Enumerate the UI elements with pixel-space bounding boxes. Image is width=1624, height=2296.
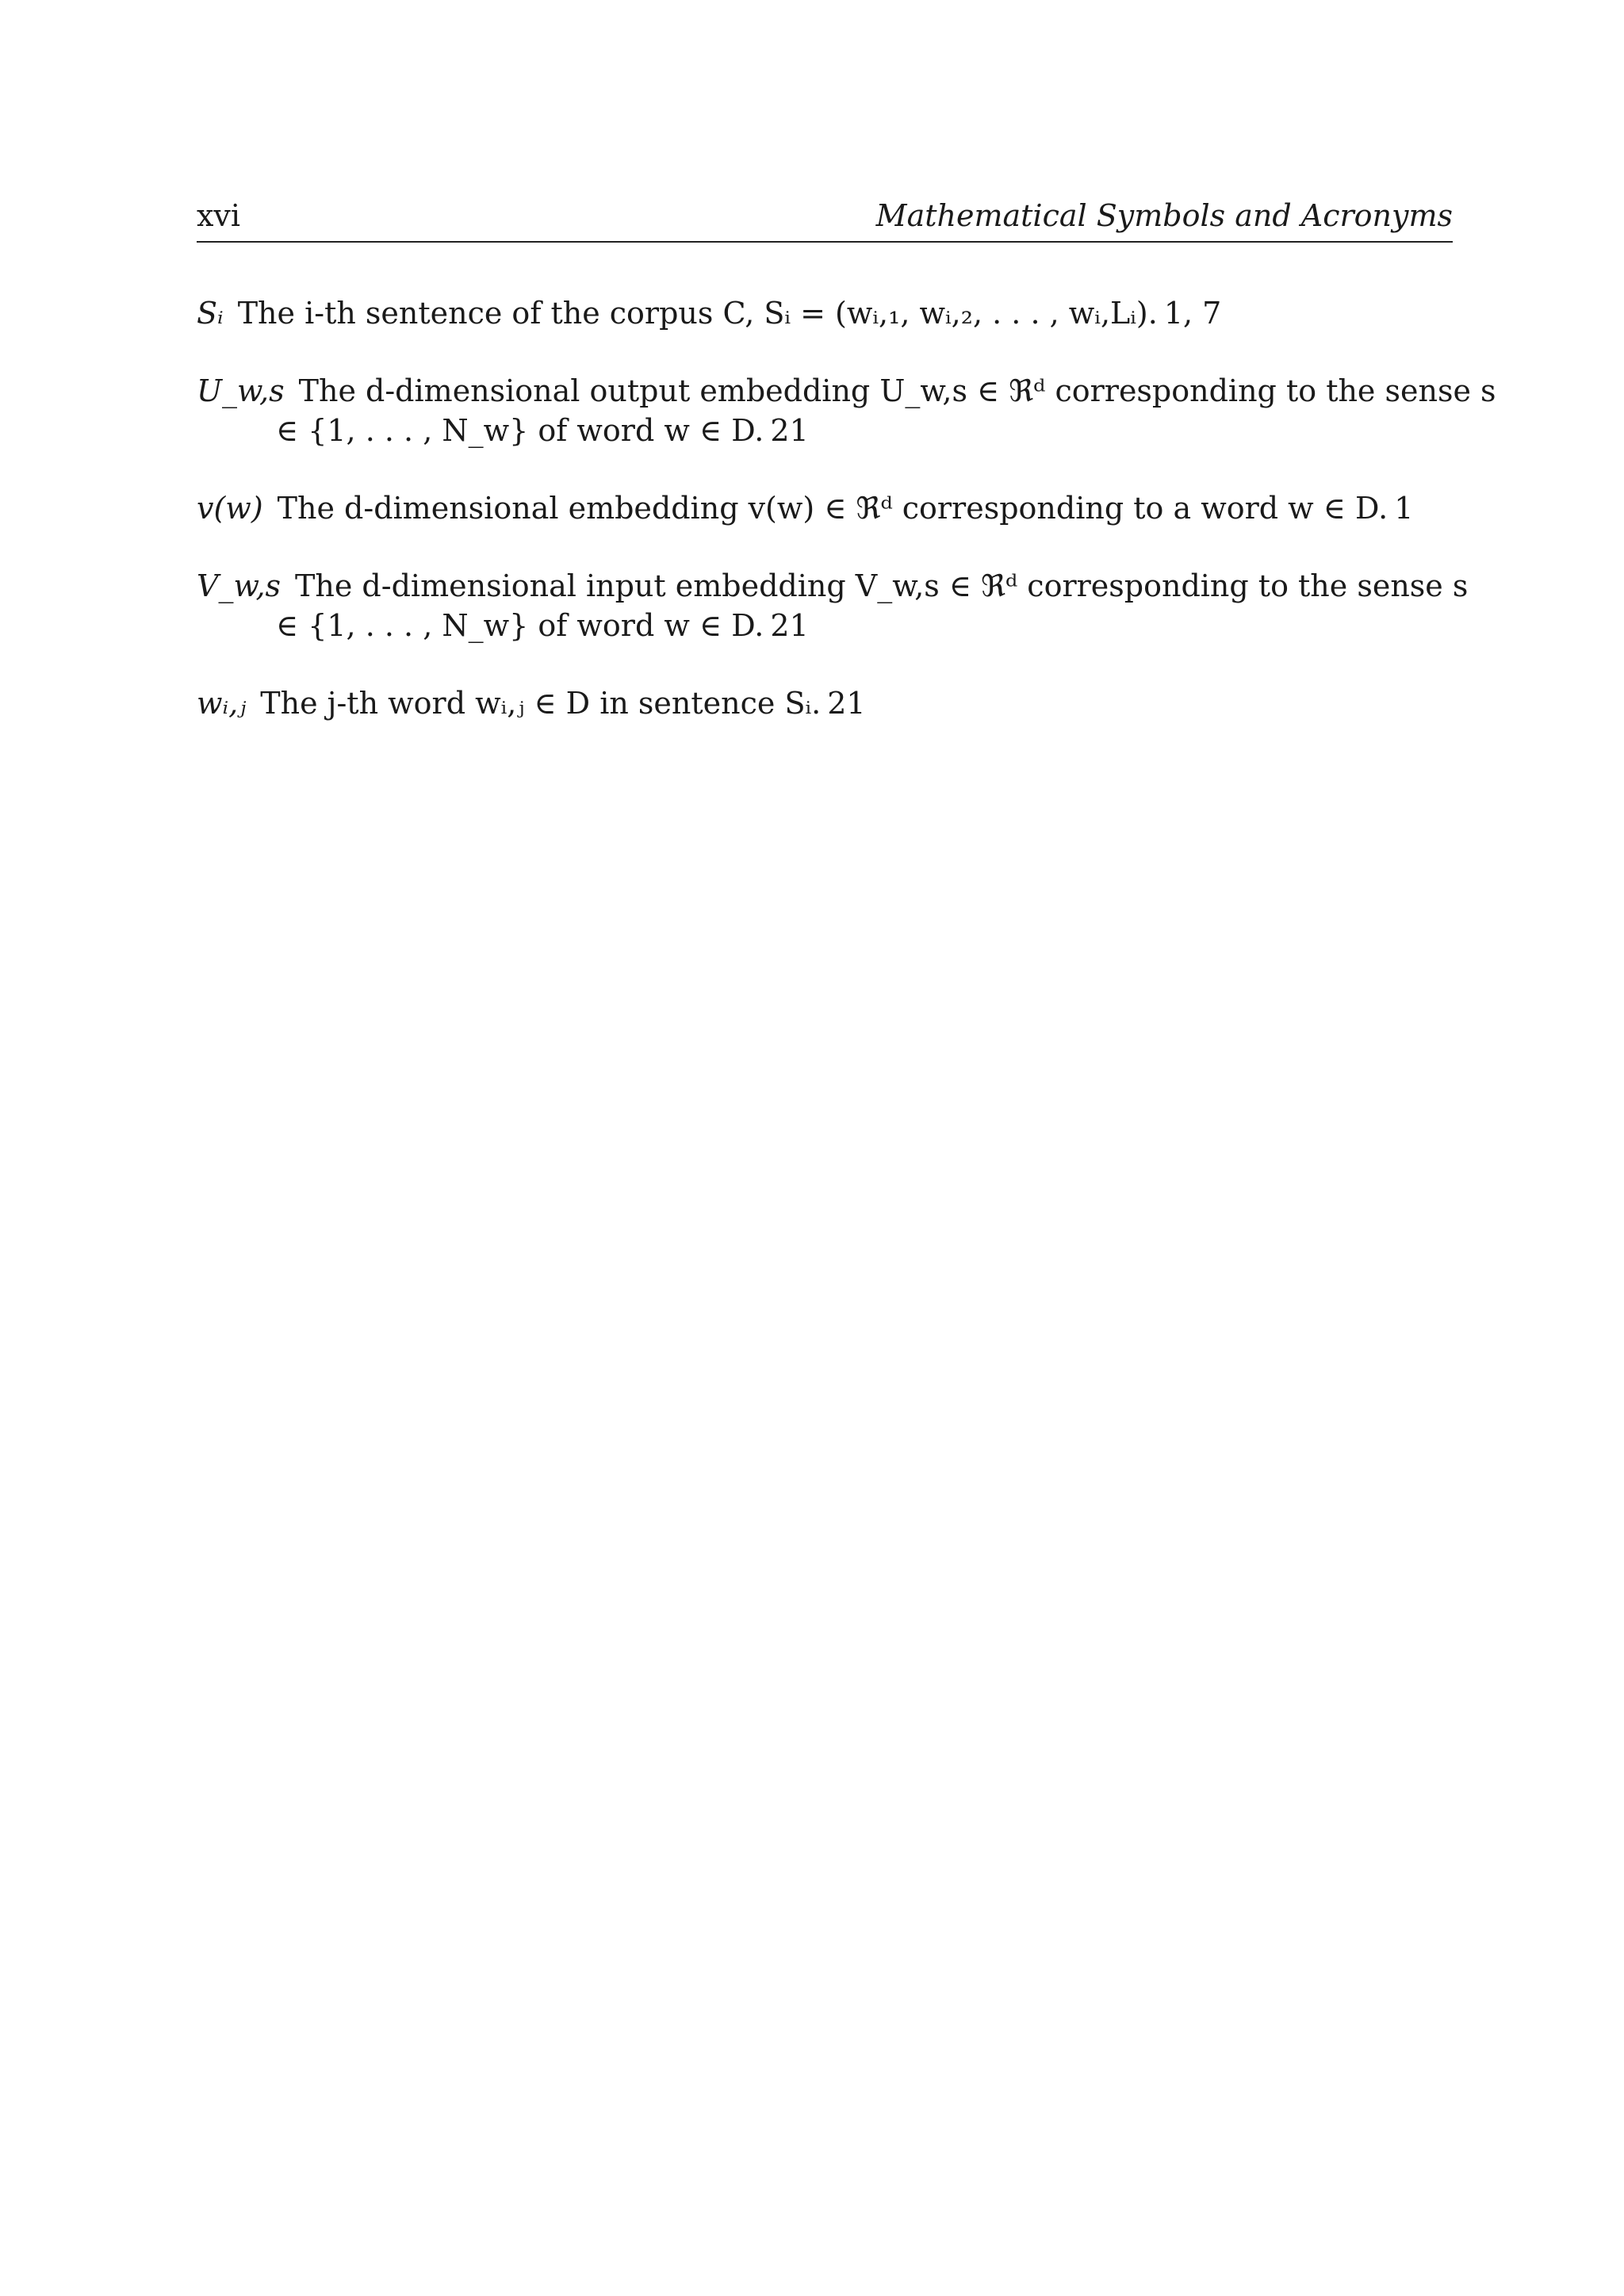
symbol-entry [197, 293, 1497, 333]
symbol-entry [197, 566, 1497, 645]
symbol-entry [197, 683, 1497, 723]
symbol-definition: The d-dimensional output embedding U_w,s ∈ ℜᵈ corresponding to the sense s ∈ {1, . . . , N_w} of word w ∈ D. [276, 373, 1496, 448]
symbol-definition: The d-dimensional input embedding V_w,s ∈ ℜᵈ corresponding to the sense s ∈ {1, . . . , N_w} of word w ∈ D. [276, 568, 1469, 643]
symbol-term: v(w) [197, 491, 263, 526]
symbol-definition: The d-dimensional embedding v(w) ∈ ℜᵈ corresponding to a word w ∈ D. [277, 491, 1388, 526]
symbol-definition: The j-th word wᵢ,ⱼ ∈ D in sentence Sᵢ. [260, 686, 822, 721]
page-references: 1, 7 [1163, 296, 1222, 331]
page-references: 21 [770, 413, 809, 448]
page-references: 21 [827, 686, 866, 721]
symbol-entry [197, 488, 1497, 528]
running-title: Mathematical Symbols and Acronyms [875, 198, 1453, 233]
symbol-term: V_w,s [197, 568, 282, 603]
symbol-entry [197, 371, 1497, 450]
symbol-term: wᵢ,ⱼ [197, 686, 247, 721]
page-references: 21 [770, 608, 809, 643]
symbol-definition: The i-th sentence of the corpus C, Sᵢ = (wᵢ,₁, wᵢ,₂, . . . , wᵢ,Lᵢ). [237, 296, 1158, 331]
symbol-list [197, 293, 1497, 761]
symbol-term: U_w,s [197, 373, 285, 408]
page-header [197, 195, 1453, 243]
page-number: xvi [197, 198, 241, 233]
symbol-term: Sᵢ [197, 296, 224, 331]
page-references: 1 [1394, 491, 1414, 526]
